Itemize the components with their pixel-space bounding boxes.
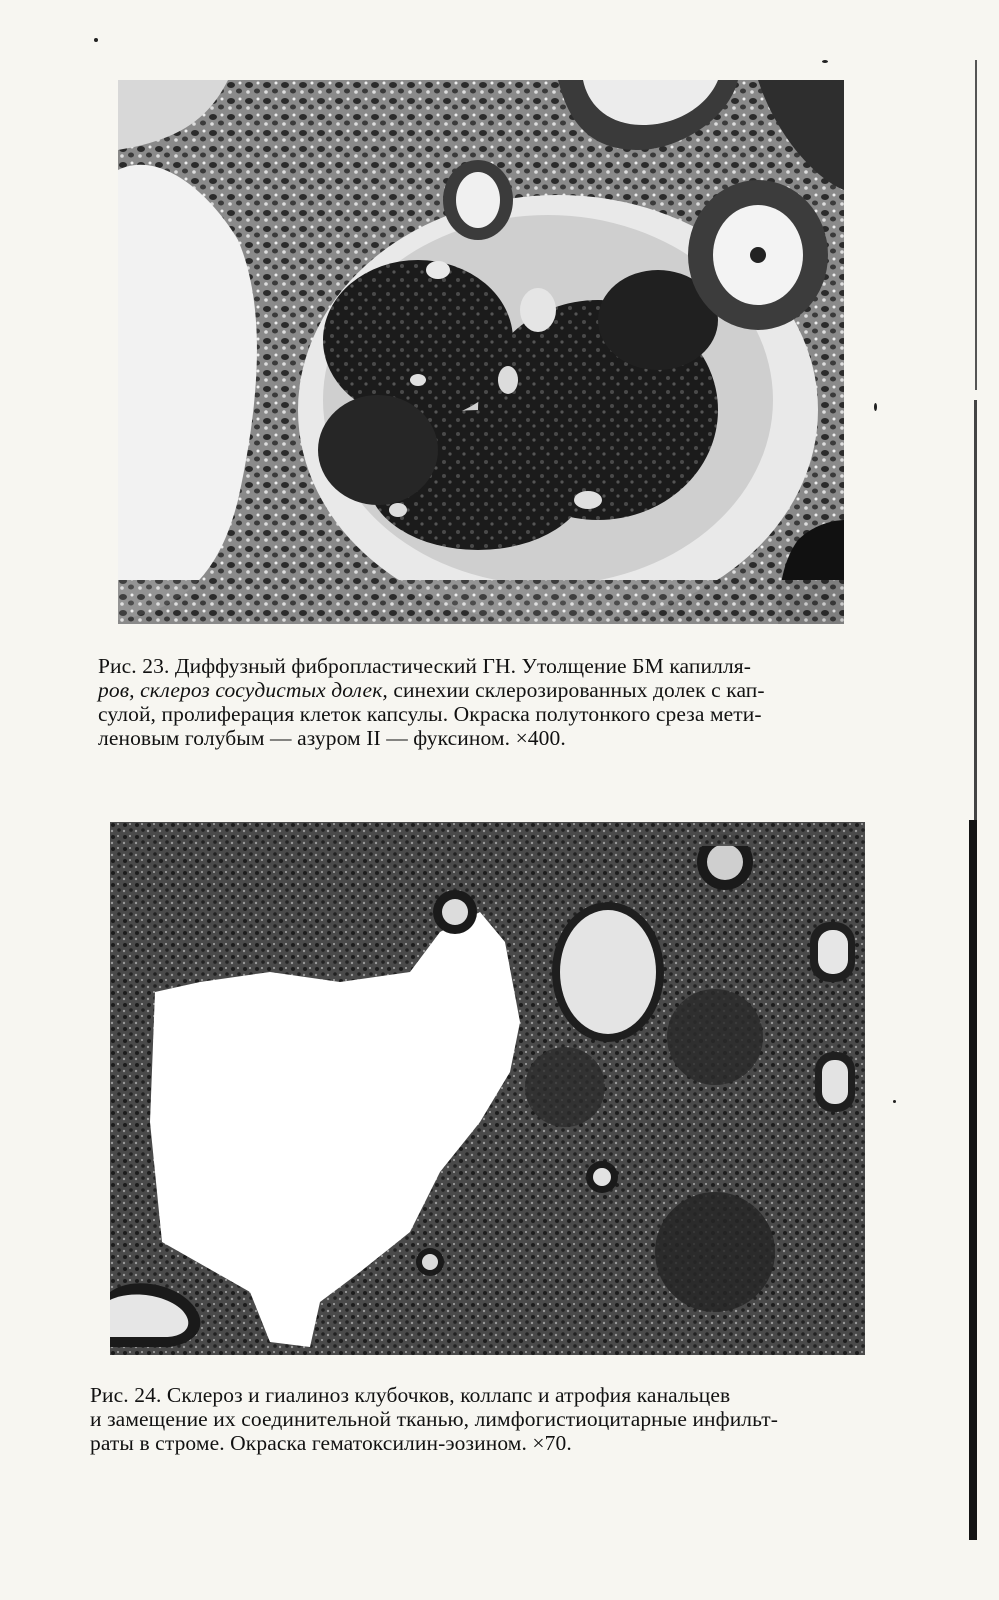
figure-23-micrograph [118,80,844,624]
figure-24-caption [90,1383,890,1455]
page-edge-shadow [974,400,977,820]
caption-line: Рис. 24. Склероз и гиалиноз клубочков, коллапс и атрофия канальцев [90,1383,731,1407]
caption-line: ров, склероз сосудистых долек, синехии склерозированных долек с кап- [98,678,765,702]
figure-23-caption [98,654,884,750]
scan-speck [94,38,98,42]
page-edge-shadow [975,60,977,390]
figure-23-micrograph-drawing [118,80,844,624]
figure-24-micrograph-drawing [110,822,865,1355]
scan-speck [822,60,828,63]
caption-line: Рис. 23. Диффузный фибропластический ГН. Утолщение БМ капилля- [98,654,752,678]
page-edge-shadow [969,820,977,1540]
caption-line: раты в строме. Окраска гематоксилин-эозином. ×70. [90,1431,572,1455]
caption-line: и замещение их соединительной тканью, лимфогистиоцитарные инфильт- [90,1407,778,1431]
scan-speck [874,403,877,411]
caption-line: сулой, пролиферация клеток капсулы. Окраска полутонкого среза мети- [98,702,762,726]
figure-24-micrograph [110,822,865,1355]
caption-line: леновым голубым — азуром II — фуксином. ×400. [98,726,566,750]
scan-speck [893,1100,896,1103]
